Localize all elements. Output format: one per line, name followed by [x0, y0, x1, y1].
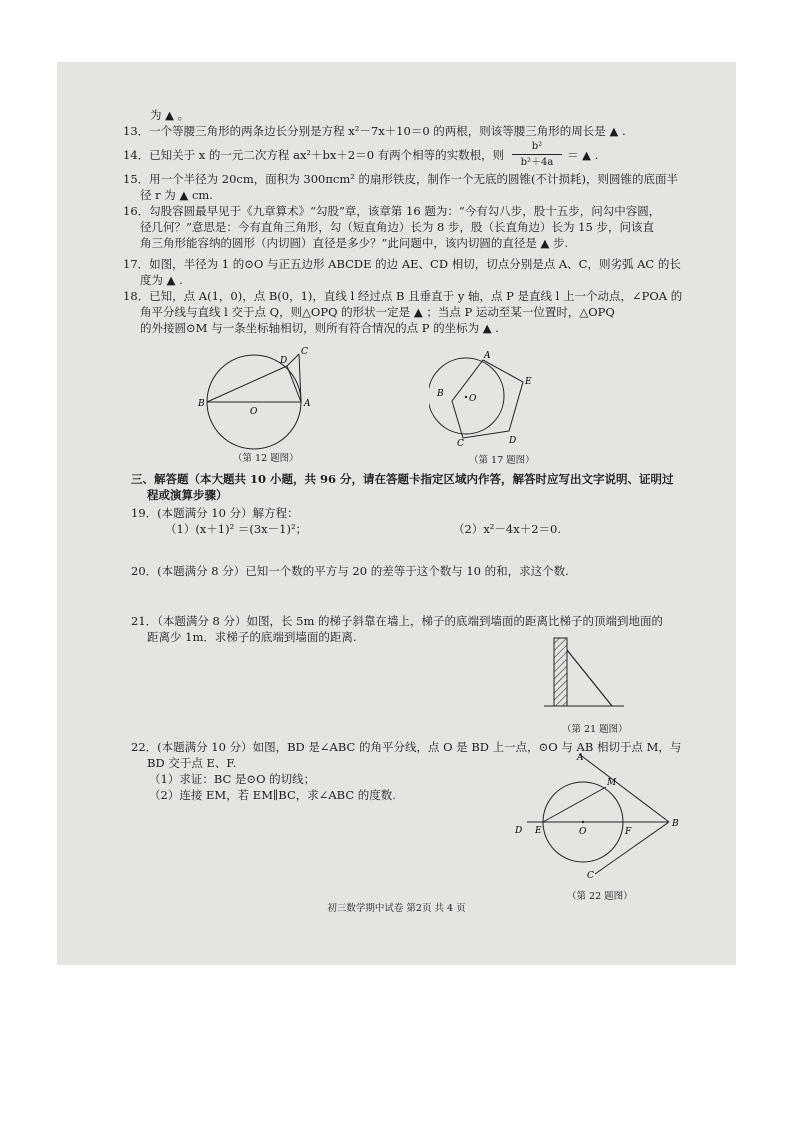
svg-text:A: A — [577, 753, 584, 763]
figure-21 — [542, 634, 627, 714]
svg-text:C: C — [587, 871, 594, 880]
page-footer: 初三数学期中试卷 第2页 共 4 页 — [327, 903, 466, 914]
svg-text:B: B — [198, 399, 205, 409]
question-22-part1: （1）求证：BC 是⊙O 的切线； — [149, 772, 316, 786]
figure-17-caption: （第 17 题图） — [469, 455, 535, 466]
question-15-line2: 径 r 为 ▲ cm. — [140, 188, 213, 202]
svg-text:D: D — [280, 356, 288, 366]
question-22-part2: （2）连接 EM，若 EM∥BC，求∠ABC 的度数. — [149, 788, 396, 802]
question-21-line2: 距离少 1m．求梯子的底端到墙面的距离. — [147, 630, 357, 644]
svg-text:E: E — [535, 826, 542, 836]
svg-text:B: B — [437, 389, 444, 399]
svg-text:O: O — [469, 394, 477, 404]
q14-fraction-denominator: b²＋4a — [520, 157, 554, 168]
question-22-line1: 22．(本题满分 10 分）如图，BD 是∠ABC 的角平分线，点 O 是 BD 上一点，⊙O 与 AB 相切于点 M，与 — [131, 740, 682, 754]
figure-22-caption: （第 22 题图） — [567, 891, 633, 902]
question-20: 20．(本题满分 8 分）已知一个数的平方与 20 的差等于这个数与 10 的和，求这个数. — [131, 564, 569, 578]
question-14-text: 14．已知关于 x 的一元二次方程 ax²＋bx＋2＝0 有两个相等的实数根，则 — [123, 148, 505, 162]
figure-22 — [507, 750, 687, 880]
section-3-heading-line1: 三、解答题（本大题共 10 小题，共 96 分，请在答题卡指定区域内作答，解答时应写出文字说明、证明过 — [131, 472, 674, 486]
svg-text:C: C — [301, 347, 308, 357]
question-19-part2: （2）x²－4x＋2＝0. — [453, 522, 562, 536]
svg-text:F: F — [625, 827, 632, 837]
q12-answer-tail: 为 ▲ 。 — [150, 108, 190, 122]
question-16-line2: 径几何？”意思是：今有直角三角形，勾（短直角边）长为 8 步，股（长直角边）长为 15 步，问该直 — [140, 220, 654, 234]
question-18-line1: 18．已知，点 A(1，0)，点 B(0，1)，直线 l 经过点 B 且垂直于 y 轴，点 P 是直线 l 上一个动点，∠POA 的 — [123, 289, 683, 303]
section-3-heading-line2: 程或演算步骤） — [147, 488, 228, 502]
question-18-line3: 的外接圆⊙M 与一条坐标轴相切，则所有符合情况的点 P 的坐标为 ▲ . — [140, 321, 499, 335]
question-19: 19．(本题满分 10 分）解方程： — [131, 506, 299, 520]
question-17-line1: 17．如图，半径为 1 的⊙O 与正五边形 ABCDE 的边 AE、CD 相切，切点分别是点 A、C，则劣弧 AC 的长 — [123, 257, 681, 271]
svg-text:C: C — [457, 439, 464, 446]
figure-17 — [429, 346, 544, 446]
svg-text:M: M — [607, 778, 617, 788]
svg-text:E: E — [525, 377, 532, 387]
question-15-line1: 15．用一个半径为 20cm，面积为 300πcm² 的扇形铁皮，制作一个无底的圆锥(不计损耗)，则圆锥的底面半 — [123, 172, 679, 186]
question-13: 13．一个等腰三角形的两条边长分别是方程 x²－7x＋10＝0 的两根，则该等腰三角形的周长是 ▲ . — [123, 124, 626, 138]
svg-text:O: O — [250, 407, 258, 417]
svg-text:D: D — [509, 436, 517, 446]
svg-text:O: O — [579, 827, 587, 837]
question-18-line2: 角平分线与直线 l 交于点 Q，则△OPQ 的形状一定是 ▲ ；当点 P 运动至某一位置时，△OPQ — [140, 305, 615, 319]
q14-fraction-numerator: b² — [512, 140, 562, 155]
exam-page — [57, 62, 736, 965]
question-14-answer: ＝ ▲ . — [567, 148, 599, 162]
question-16-line1: 16．勾股容圆最早见于《九章算术》“勾股”章，该章第 16 题为：“今有勾八步，股十五步，问勾中容圆， — [123, 204, 661, 218]
question-17-line2: 度为 ▲ . — [140, 273, 183, 287]
question-19-part1: （1）(x＋1)² ＝(3x－1)²； — [165, 522, 308, 536]
question-21-line1: 21．（本题满分 8 分）如图，长 5m 的梯子斜靠在墙上，梯子的底端到墙面的距离比梯子的顶端到地面的 — [131, 614, 664, 628]
question-22-line2: BD 交于点 E、F. — [147, 756, 237, 770]
svg-text:A: A — [484, 351, 491, 361]
figure-12 — [192, 344, 317, 454]
figure-12-caption: （第 12 题图） — [233, 453, 299, 464]
figure-21-caption: （第 21 题图） — [562, 724, 628, 735]
svg-text:D: D — [515, 826, 523, 836]
svg-text:A: A — [304, 399, 311, 409]
question-16-line3: 角三角形能容纳的圆形（内切圆）直径是多少？”此问题中，该内切圆的直径是 ▲ 步. — [140, 236, 569, 250]
svg-text:B: B — [672, 819, 679, 829]
